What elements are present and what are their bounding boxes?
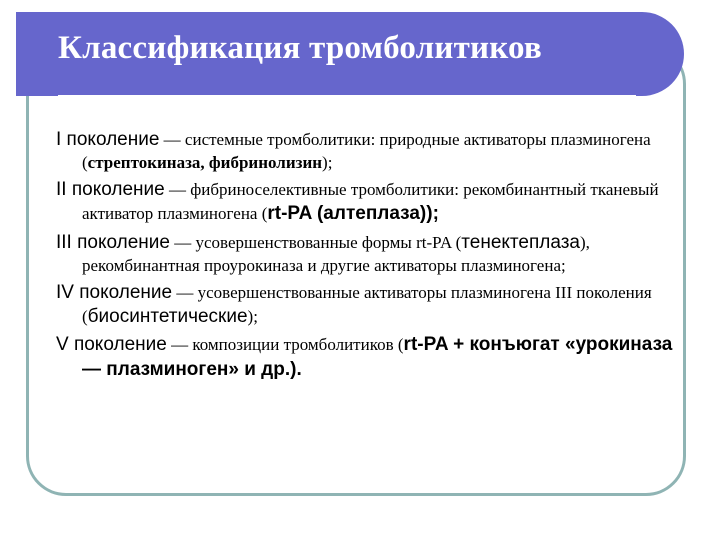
generation-3-examples: тенектеплаза xyxy=(461,231,580,253)
generation-1-text: — системные тромболитики: природные активаторы плазминогена ( xyxy=(82,130,651,173)
generation-4-text: — усовершенствованные активаторы плазминогена III поколения ( xyxy=(82,282,652,327)
generation-2-examples: rt-PA (алтеплаза)); xyxy=(267,203,439,225)
generation-5-item xyxy=(56,333,676,382)
generation-4-examples: биосинтетические xyxy=(87,306,248,328)
generation-1-item xyxy=(56,128,676,174)
generation-2-item xyxy=(56,178,676,227)
generation-2-label: II поколение xyxy=(56,179,165,201)
generation-3-text: — усовершенствованные формы rt-PA ( xyxy=(169,232,462,252)
generation-3-item xyxy=(56,231,676,277)
generation-5-text: — композиции тромболитиков ( xyxy=(166,335,404,355)
generation-4-text-end: ); xyxy=(247,307,258,327)
generation-4-label: IV поколение xyxy=(56,281,173,303)
classification-list xyxy=(56,128,676,386)
generation-5-label: V поколение xyxy=(56,334,167,356)
generation-4-item xyxy=(56,281,676,330)
generation-1-label: I поколение xyxy=(56,129,160,150)
generation-1-examples: стрептокиназа, фибринолизин xyxy=(87,153,323,173)
title-underline xyxy=(58,95,636,98)
generation-3-label: III поколение xyxy=(56,231,170,253)
slide-title: Классификация тромболитиков xyxy=(58,30,542,66)
generation-1-text-end: ); xyxy=(322,153,333,173)
generation-3-text-end: ), рекомбинантная проурокиназа и другие активаторы плазминогена; xyxy=(82,232,590,275)
generation-5-examples: rt-PA + конъюгат «урокиназа— плазминоген» и др.). xyxy=(82,334,673,380)
generation-2-text: — фибриноселективные тромболитики: рекомбинантный тканевый активатор плазминогена ( xyxy=(82,180,659,224)
